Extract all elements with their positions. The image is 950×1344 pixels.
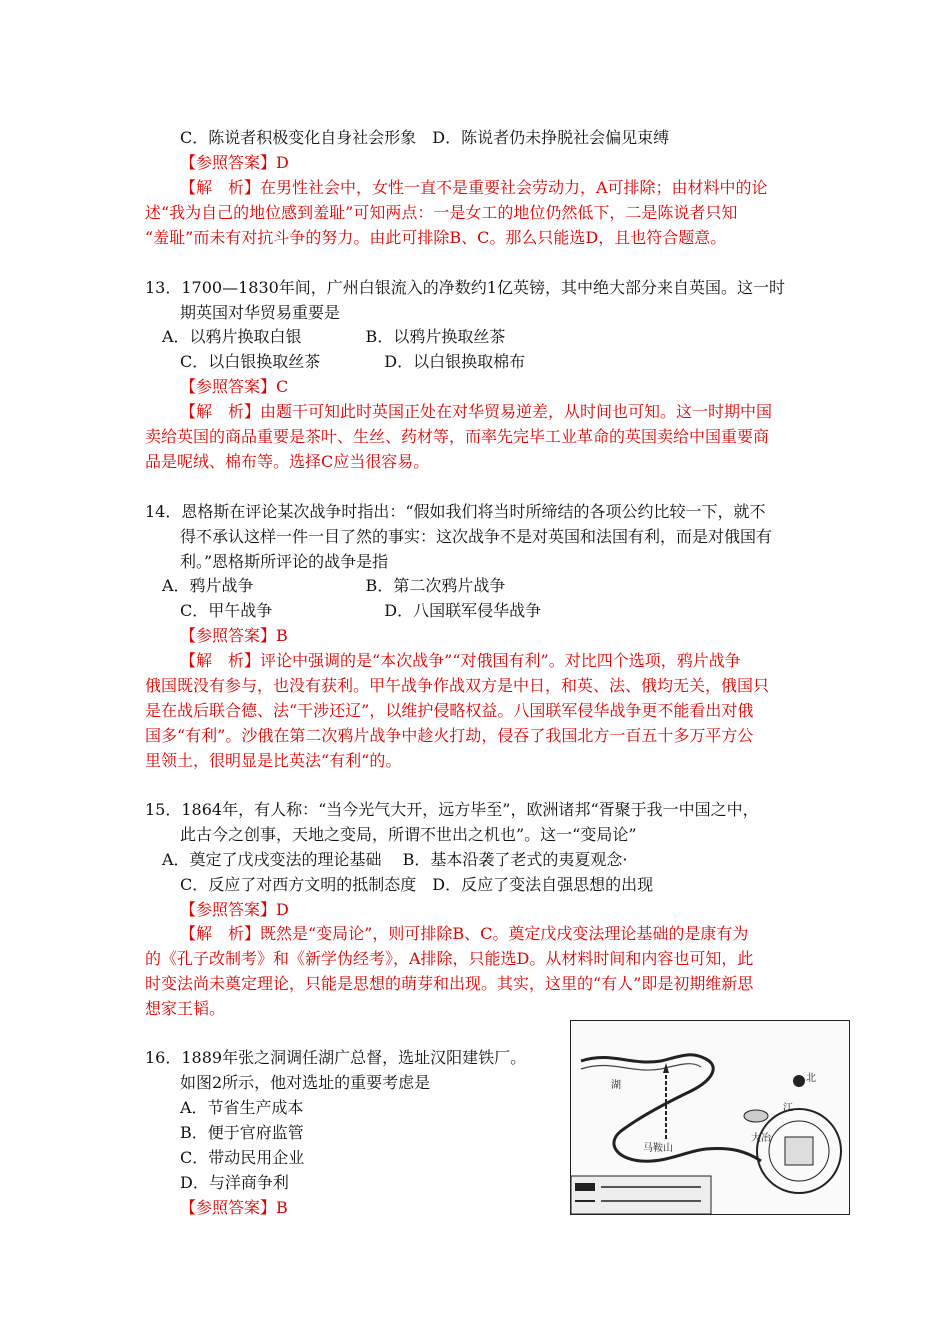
q12-analysis-line: 述“我为自己的地位感到羞耻”可知两点：一是女工的地位仍然低下，二是陈说者只知 <box>145 203 738 222</box>
q14-analysis-line: 俄国既没有参与，也没有获利。甲午战争作战双方是中日，和英、法、俄均无关，俄国只 <box>145 676 770 695</box>
q15-analysis-line: 时变法尚未奠定理论，只能是思想的萌芽和出现。其实，这里的“有人”即是初期维新思 <box>145 974 754 993</box>
q13-stem-line: 期英国对华贸易重要是 <box>180 303 341 322</box>
map-label-river: 江 <box>783 1103 793 1114</box>
q12-options-cd: C．陈说者积极变化自身社会形象 D．陈说者仍未挣脱社会偏见束缚 <box>180 128 670 147</box>
q13-analysis-line: 【解 析】由题干可知此时英国正处在对华贸易逆差，从时间也可知。这一时期中国 <box>180 402 773 421</box>
hanyang-map-figure <box>570 1020 850 1215</box>
q12-answer: 【参照答案】D <box>180 153 289 172</box>
q16-option: D．与洋商争利 <box>180 1173 289 1192</box>
q15-options-ab: A．奠定了戊戌变法的理论基础 B．基本沿袭了老式的夷夏观念· <box>162 850 628 869</box>
map-label-daye: 大冶 <box>751 1133 771 1144</box>
q14-analysis-line: 【解 析】评论中强调的是“本次战争”“对俄国有利”。对比四个选项，鸦片战争 <box>180 651 741 670</box>
q14-options-cd: C．甲午战争 D．八国联军侵华战争 <box>180 601 542 620</box>
q15-analysis-line: 想家王韬。 <box>145 999 226 1018</box>
map-label-north: 北 <box>806 1073 816 1084</box>
q13-analysis-line: 卖给英国的商品重要是茶叶、生丝、药材等，而率先完毕工业革命的英国卖给中国重要商 <box>145 427 770 446</box>
q16-stem-line: 16．1889年张之洞调任湖广总督，选址汉阳建铁厂。 <box>145 1048 527 1067</box>
q15-analysis-line: 【解 析】既然是“变局论”，则可排除B、C。奠定戊戌变法理论基础的是康有为 <box>180 924 749 943</box>
q14-stem-line: 14．恩格斯在评论某次战争时指出：“假如我们将当时所缔结的各项公约比较一下，就不 <box>145 502 766 521</box>
q12-analysis-line: “羞耻”而未有对抗斗争的努力。由此可排除B、C。那么只能选D，且也符合题意。 <box>145 228 727 247</box>
q12-analysis-line: 【解 析】在男性社会中，女性一直不是重要社会劳动力，A可排除；由材料中的论 <box>180 178 768 197</box>
q13-options-ab: A．以鸦片换取白银 B．以鸦片换取丝茶 <box>162 327 506 346</box>
map-label-maanshan: 马鞍山 <box>643 1143 673 1154</box>
q15-stem-line: 此古今之创事，天地之变局，所谓不世出之机也”。这一“变局论” <box>180 825 637 844</box>
q14-stem-line: 得不承认这样一件一目了然的事实：这次战争不是对英国和法国有利，而是对俄国有 <box>180 527 773 546</box>
q14-analysis-line: 国多“有利”。沙俄在第二次鸦片战争中趁火打劫，侵吞了我国北方一百五十多万平方公 <box>145 726 754 745</box>
q16-option: C．带动民用企业 <box>180 1148 305 1167</box>
q13-stem-line: 13．1700—1830年间，广州白银流入的净数约1亿英镑，其中绝大部分来自英国。这一时 <box>145 278 785 297</box>
q16-option: B．便于官府监管 <box>180 1123 304 1142</box>
map-label-lake: 湖 <box>611 1080 621 1091</box>
q15-answer: 【参照答案】D <box>180 900 289 919</box>
q13-answer: 【参照答案】C <box>180 377 289 396</box>
q16-answer: 【参照答案】B <box>180 1198 288 1217</box>
q14-answer: 【参照答案】B <box>180 626 288 645</box>
q16-stem-line: 如图2所示，他对选址的重要考虑是 <box>180 1073 431 1092</box>
q14-options-ab: A．鸦片战争 B．第二次鸦片战争 <box>162 576 506 595</box>
q15-stem-line: 15．1864年，有人称：“当今光气大开，远方毕至”，欧洲诸邦“胥聚于我一中国之中， <box>145 800 759 819</box>
q14-analysis-line: 里领土，很明显是比英法“有利“的。 <box>145 751 402 770</box>
q14-analysis-line: 是在战后联合德、法“干涉还辽”，以维护侵略权益。八国联军侵华战争更不能看出对俄 <box>145 701 754 720</box>
q15-options-cd: C．反应了对西方文明的抵制态度 D．反应了变法自强思想的出现 <box>180 875 654 894</box>
q13-analysis-line: 品是呢绒、棉布等。选择C应当很容易。 <box>145 452 430 471</box>
q15-analysis-line: 的《孔子改制考》和《新学伪经考》，A排除，只能选D。从材料时间和内容也可知，此 <box>145 949 754 968</box>
map-drawing <box>571 1021 849 1214</box>
q14-stem-line: 利。”恩格斯所评论的战争是指 <box>180 552 389 571</box>
q13-options-cd: C．以白银换取丝茶 D．以白银换取棉布 <box>180 352 526 371</box>
q16-option: A．节省生产成本 <box>180 1098 304 1117</box>
